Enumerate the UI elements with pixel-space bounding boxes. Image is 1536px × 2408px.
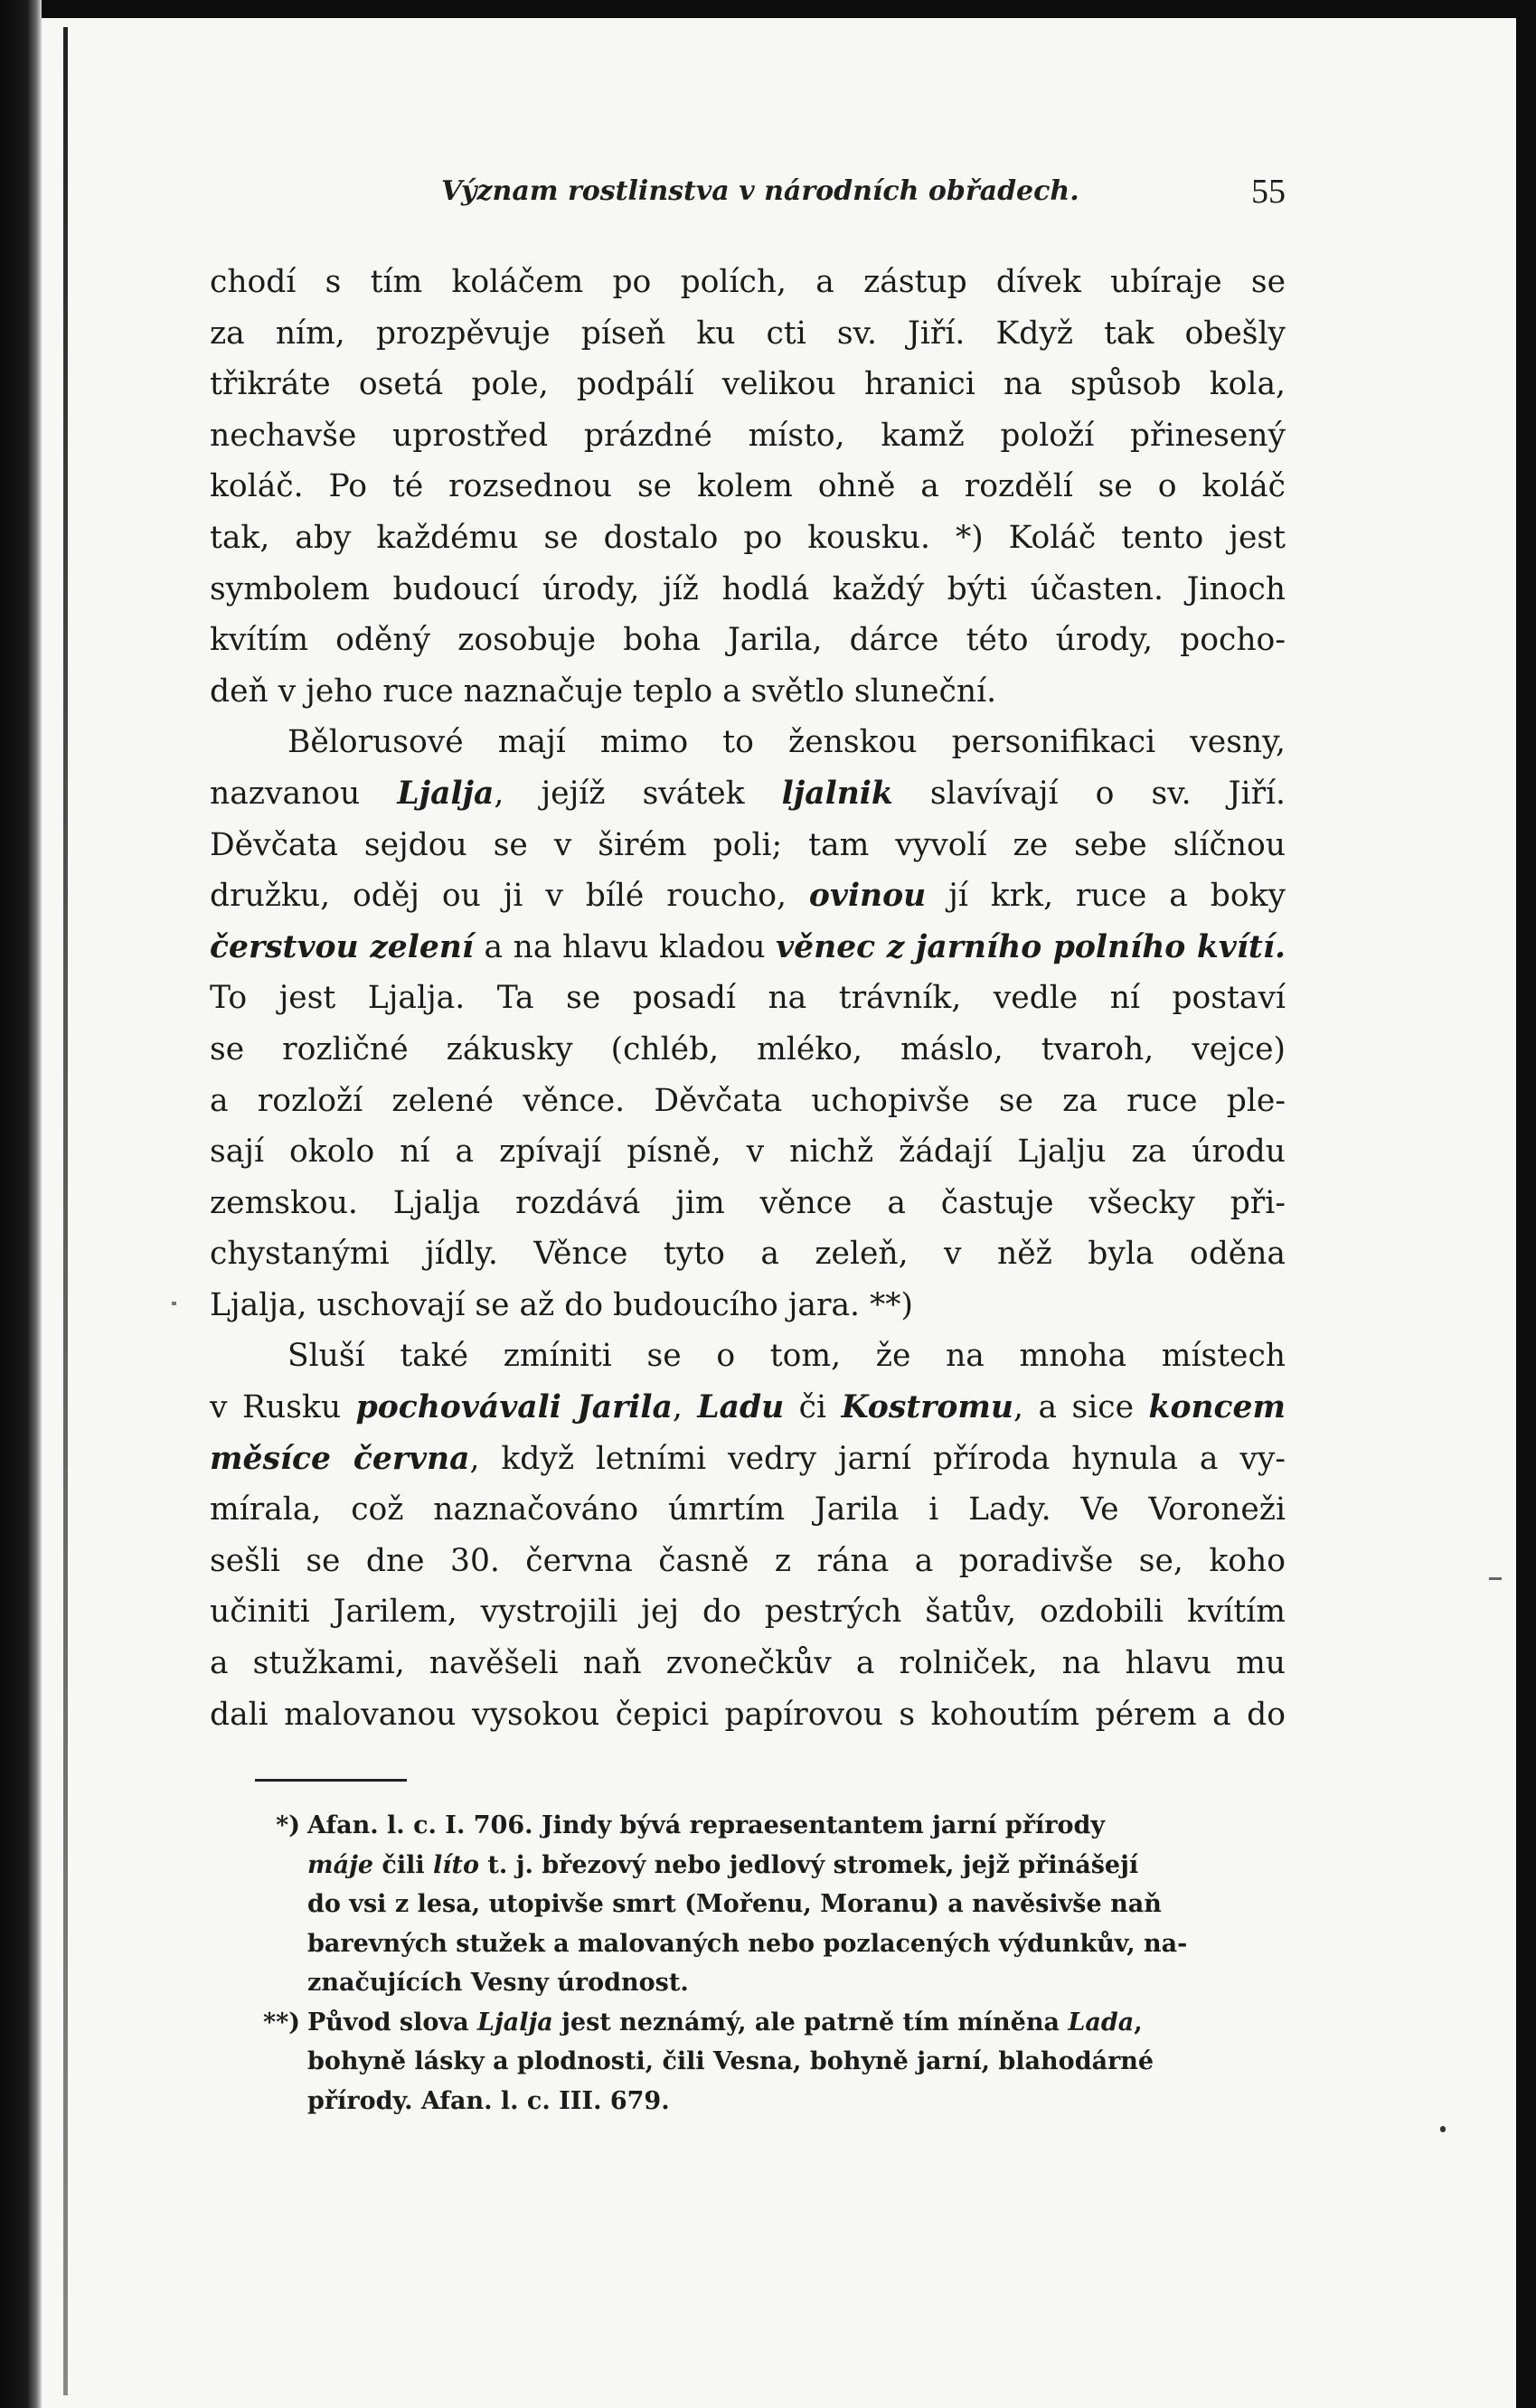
binding-shadow bbox=[63, 27, 68, 2395]
footnote-line: bohyně lásky a plodnosti, čili Vesna, bohyně jarní, blahodárné bbox=[307, 2047, 1154, 2075]
text-line: Bělorusové mají mimo to ženskou personifikaci vesny, bbox=[287, 724, 1286, 761]
text-line: chodí s tím koláčem po polích, a zástup dívek ubíraje se bbox=[210, 264, 1286, 300]
text-line: měsíce června, když letními vedry jarní příroda hynula a vy- bbox=[210, 1440, 1286, 1477]
scan-border-right bbox=[1516, 0, 1536, 2408]
footnote-mark: **) bbox=[262, 2008, 300, 2036]
text-line: Ljalja, uschovají se až do budoucího jara. **) bbox=[210, 1286, 913, 1323]
text-line: Děvčata sejdou se v širém poli; tam vyvolí ze sebe slíčnou bbox=[210, 826, 1286, 863]
scan-speck bbox=[172, 1302, 176, 1305]
footnote bbox=[217, 1806, 1284, 2003]
text-line: učiniti Jarilem, vystrojili jej do pestrých šatův, ozdobili kvítím bbox=[210, 1594, 1286, 1631]
footnote-rule bbox=[255, 1779, 407, 1782]
scan-border-top bbox=[0, 0, 1536, 18]
page-header bbox=[210, 172, 1286, 217]
text-line: čerstvou zelení a na hlavu kladou věnec z jarního polního kvítí. bbox=[210, 928, 1286, 965]
footnote-mark: *) bbox=[276, 1811, 300, 1839]
text-line: nechavše uprostřed prázdné místo, kamž položí přinesený bbox=[210, 417, 1286, 454]
footnote-line: přírody. Afan. l. c. III. 679. bbox=[307, 2086, 670, 2115]
running-head: Význam rostlinstva v národních obřadech. bbox=[441, 175, 1079, 207]
text-line: kvítím oděný zosobuje boha Jarila, dárce této úrody, pocho- bbox=[210, 622, 1286, 659]
text-line: deň v jeho ruce naznačuje teplo a světlo sluneční. bbox=[210, 673, 997, 710]
text-line: v Rusku pochovávali Jarila, Ladu či Kostromu, a sice koncem bbox=[210, 1389, 1286, 1426]
scan-speck bbox=[1440, 2126, 1446, 2132]
text-line: tak, aby každému se dostalo po kousku. *) Koláč tento jest bbox=[210, 519, 1286, 556]
text-line: mírala, což naznačováno úmrtím Jarila i Lady. Ve Voroneži bbox=[210, 1491, 1286, 1529]
text-line: nazvanou Ljalja, jejíž svátek ljalnik slavívají o sv. Jiří. bbox=[210, 775, 1286, 812]
text-line: a stužkami, navěšeli naň zvonečkův a rolniček, na hlavu mu bbox=[210, 1645, 1286, 1682]
footnote-line: barevných stužek a malovaných nebo pozlacených výdunkův, na- bbox=[307, 1929, 1188, 1958]
footnote bbox=[217, 2003, 1284, 2121]
text-line: a rozloží zelené věnce. Děvčata uchopivše se za ruce ple- bbox=[210, 1082, 1286, 1119]
text-line: To jest Ljalja. Ta se posadí na trávník, vedle ní postaví bbox=[210, 980, 1286, 1017]
text-line: chystanými jídly. Věnce tyto a zeleň, v něž byla oděna bbox=[210, 1236, 1286, 1273]
text-line: koláč. Po té rozsednou se kolem ohně a rozdělí se o koláč bbox=[210, 468, 1286, 505]
footnote-line: do vsi z lesa, utopivše smrt (Mořenu, Moranu) a navěsivše naň bbox=[307, 1890, 1162, 1918]
page-number: 55 bbox=[1251, 173, 1286, 211]
text-line: za ním, prozpěvuje píseň ku cti sv. Jiří. Když tak obešly bbox=[210, 315, 1286, 352]
text-line: sešli se dne 30. června časně z rána a poradivše se, koho bbox=[210, 1542, 1286, 1579]
footnote-line: značujících Vesny úrodnost. bbox=[307, 1969, 689, 1997]
footnotes bbox=[217, 1806, 1284, 2121]
text-line: symbolem budoucí úrody, jíž hodlá každý býti účasten. Jinoch bbox=[210, 570, 1286, 607]
footnote-line: máje čili líto t. j. březový nebo jedlový stromek, jejž přinášejí bbox=[307, 1850, 1139, 1879]
text-line: dali malovanou vysokou čepici papírovou s kohoutím pérem a do bbox=[210, 1696, 1286, 1733]
scan-speck bbox=[1489, 1577, 1502, 1580]
footnote-line: Afan. l. c. I. 706. Jindy bývá repraesentantem jarní přírody bbox=[307, 1811, 1106, 1839]
text-line: družku, oděj ou ji v bílé roucho, ovinou jí krk, ruce a boky bbox=[210, 878, 1286, 915]
text-line: sají okolo ní a zpívají písně, v nichž žádají Ljalju za úrodu bbox=[210, 1133, 1286, 1171]
text-line: Sluší také zmíniti se o tom, že na mnoha místech bbox=[287, 1338, 1286, 1375]
scan-border-left bbox=[0, 0, 42, 2408]
text-line: zemskou. Ljalja rozdává jim věnce a častuje všecky při- bbox=[210, 1184, 1286, 1221]
body-text bbox=[210, 257, 1286, 1740]
footnote-line: Původ slova Ljalja jest neznámý, ale patrně tím míněna Lada, bbox=[307, 2008, 1143, 2036]
text-line: se rozličné zákusky (chléb, mléko, máslo, tvaroh, vejce) bbox=[210, 1030, 1286, 1068]
text-line: třikráte osetá pole, podpálí velikou hranici na spůsob kola, bbox=[210, 366, 1286, 403]
